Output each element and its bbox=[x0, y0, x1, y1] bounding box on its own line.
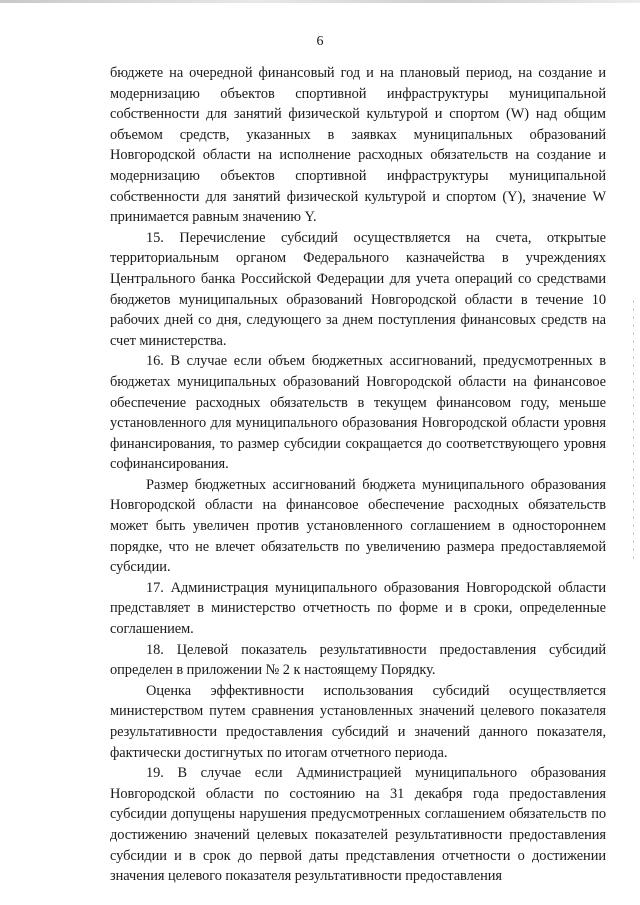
scan-edge-top bbox=[0, 0, 640, 3]
paragraph-15: 15. Перечисление субсидий осуществляется на счета, открытые территориальным органом Федерального казначейства в учреждениях Центрального банка Российской Федерации для учета операций со средствами бюджетов муниципальных образований Новгородской области в течение 10 рабочих дней со дня, следующего за днем поступления финансовых средств на счет министерства. bbox=[110, 229, 606, 349]
document-body bbox=[110, 63, 606, 887]
page-number: 6 bbox=[316, 34, 324, 49]
paragraph-19: 19. В случае если Администрацией муниципального образования Новгородской области по состоянию на 31 декабря года предоставления субсидии допущены нарушения предусмотренных соглашением обязательств по достижению значений целевых показателей результативности предоставления субсидии и в срок до первой даты представления отчетности о достижении значения целевого показателя результативности предоставления bbox=[110, 765, 606, 885]
paragraph-17: 17. Администрация муниципального образования Новгородской области представляет в министерство отчетность по форме и в сроки, определенные соглашением. bbox=[110, 579, 606, 638]
scan-edge-right bbox=[633, 300, 634, 560]
paragraph-18-evaluation: Оценка эффективности использования субсидий осуществляется министерством путем сравнения установленных значений целевого показателя результативности предоставления субсидий и значений данного показателя, фактически достигнутых по итогам отчетного периода. bbox=[110, 682, 606, 761]
paragraph-18: 18. Целевой показатель результативности предоставления субсидий определен в приложении № 2 к настоящему Порядку. bbox=[110, 641, 606, 679]
paragraph-continuation: бюджете на очередной финансовый год и на плановый период, на создание и модернизацию объектов спортивной инфраструктуры муниципальной собственности для занятий физической культурой и спортом (W) над общим объемом средств, указанных в заявках муниципальных образований Новгородской области на исполнение расходных обязательств на создание и модернизацию объектов спортивной инфраструктуры муниципальной собственности для занятий физической культурой и спортом (Y), значение W принимается равным значению Y. bbox=[110, 65, 606, 226]
paragraph-16: 16. В случае если объем бюджетных ассигнований, предусмотренных в бюджетах муниципальных образований Новгородской области на финансовое обеспечение расходных обязательств в текущем финансовом году, меньше установленного для муниципального образования Новгородской области уровня финансирования, то размер субсидии сокращается до соответствующего уровня софинансирования. bbox=[110, 353, 606, 473]
paragraph-16-budget-size: Размер бюджетных ассигнований бюджета муниципального образования Новгородской области на финансовое обеспечение расходных обязательств может быть увеличен против установленного соглашением в одностороннем порядке, что не влечет обязательств по увеличению размера предоставляемой субсидии. bbox=[110, 476, 606, 576]
